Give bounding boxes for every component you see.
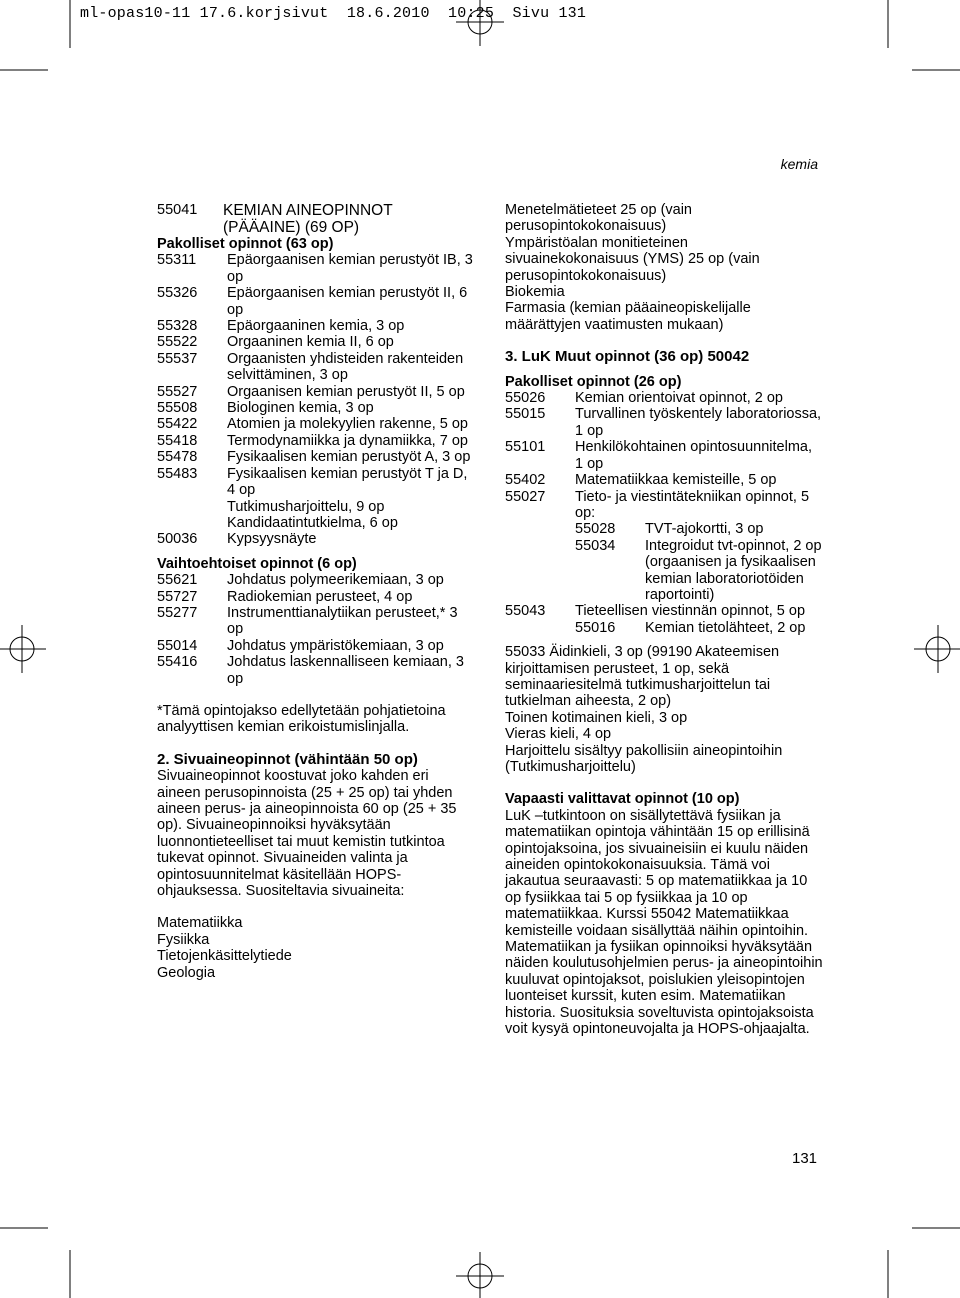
optional-heading: Vaihtoehtoiset opinnot (6 op) (157, 555, 357, 572)
course-row (157, 285, 475, 318)
footnote: *Tämä opintojakso edellytetään pohjatietoina analyyttisen kemian erikoistumislinjalla. (157, 702, 446, 736)
course-row (157, 334, 475, 350)
course-row (157, 654, 475, 687)
course-code: 55277 (157, 604, 198, 621)
registration-mark-right (914, 625, 960, 673)
course-name: Instrumenttianalytiikan perusteet,* 3 op (227, 604, 458, 638)
course-row (157, 449, 475, 465)
course-code: 55101 (505, 439, 546, 456)
course-row (157, 416, 475, 432)
course-name: Termodynamiikka ja dynamiikka, 7 op (227, 432, 468, 449)
course-name: Johdatus ympäristökemiaan, 3 op (227, 637, 444, 654)
language-lines (505, 710, 823, 776)
course-name: Kemian orientoivat opinnot, 2 op (575, 390, 783, 407)
ict-sub-course-list (505, 521, 823, 603)
minor-options-list (505, 202, 823, 333)
registration-mark-bottom (456, 1252, 504, 1298)
registration-mark-left (0, 625, 46, 673)
minor-subject: Geologia (157, 964, 216, 981)
major-title-line1: KEMIAN AINEOPINNOT (223, 202, 393, 219)
course-name: TVT-ajokortti, 3 op (645, 521, 764, 538)
minor-subject: Fysiikka (157, 931, 210, 948)
course-code: 55422 (157, 416, 198, 433)
compulsory-course-list (157, 252, 475, 547)
course-name: Epäorgaanisen kemian perustyöt IB, 3 op (227, 252, 473, 285)
left-column (157, 202, 475, 981)
minor-text: Sivuaineopinnot koostuvat joko kahden eri aineen perusopinnoista (25 + 25 op) tai yhden aineen perus- ja aineopinnoista 60 op (25 + 35 op). Sivuaineopinnoiksi hyväksytään luonnontieteelliset tai muut kemistin tutkintoa tukevat opinnot. Sivuaineiden valinta ja opintosuunnitelmat käsitellään HOPS-ohjauksessa. Suositeltavia sivuaineita: (157, 768, 457, 900)
minor-subject: Tietojenkäsittelytiede (157, 948, 292, 965)
other-course-list (505, 390, 823, 521)
course-row (157, 433, 475, 449)
course-row (157, 384, 475, 400)
minor-option: Ympäristöalan monitieteinen sivuainekokonaisuus (YMS) 25 op (vain perusopintokokonaisuus) (505, 234, 760, 284)
course-name: Kypsyysnäyte (227, 531, 317, 548)
course-row (157, 252, 475, 285)
course-name: Johdatus polymeerikemiaan, 3 op (227, 572, 444, 589)
course-code: 55537 (157, 350, 198, 367)
course-row (157, 515, 475, 531)
course-row (157, 531, 475, 547)
course-name: Tutkimusharjoittelu, 9 op (227, 498, 385, 515)
sub-course-row (505, 521, 823, 537)
course-row (157, 351, 475, 384)
minor-option: Farmasia (kemian pääaineopiskelijalle määrättyjen vaatimusten mukaan) (505, 300, 751, 333)
major-code: 55041 (157, 202, 198, 218)
communication-sub-course-list (505, 620, 823, 636)
course-name: Kemian tietolähteet, 2 op (645, 619, 806, 636)
course-row (505, 472, 823, 488)
course-name: Kandidaatintutkielma, 6 op (227, 514, 398, 531)
section-tag: kemia (780, 156, 818, 172)
course-row (157, 605, 475, 638)
minor-option: Menetelmätieteet 25 op (vain perusopintokokonaisuus) (505, 202, 692, 235)
course-code: 55014 (157, 637, 198, 654)
compulsory-heading: Pakolliset opinnot (63 op) (157, 236, 334, 252)
course-code: 55027 (505, 488, 546, 505)
right-column (505, 202, 823, 1038)
course-code: 55727 (157, 588, 198, 605)
course-name: Turvallinen työskentely laboratoriossa, 1 op (575, 406, 822, 439)
course-name: Atomien ja molekyylien rakenne, 5 op (227, 416, 468, 433)
optional-course-list (157, 572, 475, 687)
minor-option: Biokemia (505, 284, 565, 301)
course-row (505, 406, 823, 439)
course-code: 55311 (157, 252, 197, 269)
course-code: 55028 (575, 521, 616, 538)
course-code (157, 499, 227, 515)
course-name: Orgaanisen kemian perustyöt II, 5 op (227, 383, 465, 400)
course-code: 55483 (157, 465, 198, 482)
sub-course-row (505, 620, 823, 636)
language-line: Vieras kieli, 4 op (505, 726, 612, 743)
course-row (505, 489, 823, 522)
course-row (157, 499, 475, 515)
other-compulsory-heading: Pakolliset opinnot (26 op) (505, 373, 682, 390)
course-name: Johdatus laskennalliseen kemiaan, 3 op (227, 654, 464, 687)
course-code: 55621 (157, 572, 198, 589)
course-row (505, 390, 823, 406)
course-code: 55522 (157, 334, 198, 351)
course-row (157, 318, 475, 334)
course-name: Epäorgaaninen kemia, 3 op (227, 318, 405, 335)
course-code: 55015 (505, 406, 546, 423)
course-name: Fysikaalisen kemian perustyöt T ja D, 4 op (227, 465, 468, 499)
course-code: 55326 (157, 285, 198, 302)
course-row (157, 638, 475, 654)
language-line: Harjoittelu sisältyy pakollisiin aineopintoihin (Tutkimusharjoittelu) (505, 742, 783, 775)
course-row (157, 572, 475, 588)
course-row: 55043 Tieteellisen viestinnän opinnot, 5 op (505, 603, 806, 620)
course-name: Orgaanisten yhdisteiden rakenteiden selvittäminen, 3 op (227, 350, 464, 384)
course-code (157, 515, 227, 531)
course-code: 55478 (157, 449, 198, 466)
minor-heading: 2. Sivuaineopinnot (vähintään 50 op) (157, 750, 418, 768)
print-header: ml-opas10-11 17.6.korjsivut 18.6.2010 10:25 Sivu 131 (80, 5, 587, 22)
course-name: Tieto- ja viestintätekniikan opinnot, 5 op: (575, 488, 810, 521)
course-name: Biologinen kemia, 3 op (227, 400, 374, 417)
course-code: 55508 (157, 400, 198, 417)
course-row (157, 400, 475, 416)
course-name: Fysikaalisen kemian perustyöt A, 3 op (227, 449, 471, 466)
course-name: Matematiikkaa kemisteille, 5 op (575, 472, 777, 489)
course-code: 55402 (505, 472, 546, 489)
course-code: 55016 (575, 619, 616, 636)
course-code: 55034 (575, 537, 616, 554)
major-title-line2: (PÄÄAINE) (69 OP) (223, 219, 360, 236)
course-code: 55026 (505, 390, 546, 407)
course-row (157, 589, 475, 605)
course-code: 55416 (157, 654, 198, 671)
minor-subject: Matematiikka (157, 915, 243, 932)
minor-subject-list (157, 915, 475, 981)
course-name: Epäorgaanisen kemian perustyöt II, 6 op (227, 285, 468, 318)
course-name: Orgaaninen kemia II, 6 op (227, 334, 394, 351)
free-studies-heading: Vapaasti valittavat opinnot (10 op) (505, 791, 740, 808)
course-code: 55527 (157, 383, 198, 400)
course-name: Integroidut tvt-opinnot, 2 op (orgaanisen ja fysikaalisen kemian laboratoriotöiden raportointi) (645, 537, 822, 603)
course-code: 55418 (157, 432, 198, 449)
language-studies-text: 55033 Äidinkieli, 3 op (99190 Akateemisen kirjoittamisen perusteet, 1 op, sekä seminaariesitelmä tutkimusharjoittelun tai tutkielman aiheesta, 2 op) (505, 644, 780, 710)
course-name: Radiokemian perusteet, 4 op (227, 588, 413, 605)
sub-course-row (505, 538, 823, 604)
course-row (157, 466, 475, 499)
course-row (505, 439, 823, 472)
page-number: 131 (792, 1150, 818, 1167)
course-code: 50036 (157, 531, 198, 548)
course-code: 55328 (157, 318, 198, 335)
other-studies-heading: 3. LuK Muut opinnot (36 op) 50042 (505, 348, 750, 366)
major-title (157, 202, 475, 236)
course-name: Henkilökohtainen opintosuunnitelma, 1 op (575, 439, 812, 472)
language-line: Toinen kotimainen kieli, 3 op (505, 709, 688, 726)
free-studies-text: LuK –tutkintoon on sisällytettävä fysiikan ja matematiikan opintoja vähintään 15 op erillisinä opintojaksoina, jos sivuaineisiin ei kuulu näiden aineiden opintokokonaisuuksia. Tämä voi jakautua seuraavasti: 5 op matematiikkaa ja 10 op fysiikkaa tai 5 op fysiikkaa ja 10 op matematiikkaa. Kurssi 55042 Matematiikkaa kemisteille voidaan sisällyttää näihin opintoihin. Matematiikan ja fysiikan opinnoiksi hyväksytään näiden koulutusohjelmien perus- ja aineopintoihin kuuluvat opintojaksot, poislukien yleisopintojen luonteiset kurssit, kuten esim. Matematiikan historia. Suosituksia soveltuvista opintojaksoista voit kysyä opintoneuvojalta ja HOPS-ohjaajalta. (505, 807, 823, 1038)
